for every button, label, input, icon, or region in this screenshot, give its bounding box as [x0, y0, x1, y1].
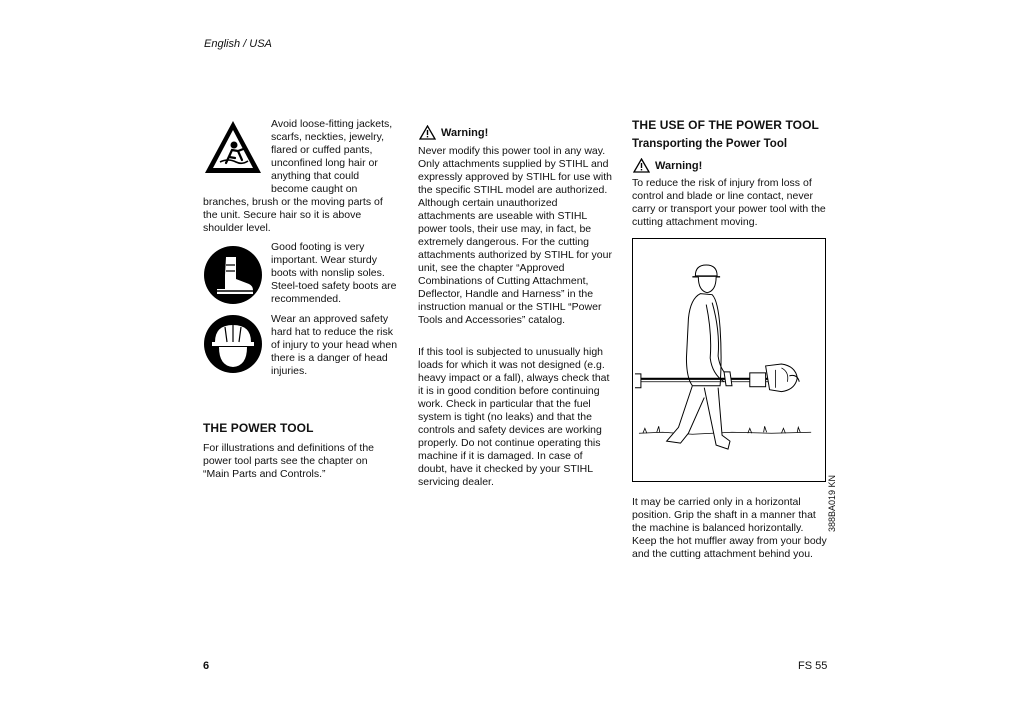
hardhat-paragraph: Wear an approved safety hard hat to reduce the risk of injury to your head when there is a danger of head injuries.	[271, 313, 398, 377]
power-tool-paragraph: For illustrations and definitions of the power tool parts see the chapter on “Main Parts and Controls.”	[203, 442, 375, 480]
model-label: FS 55	[798, 660, 828, 672]
warning-label: Warning!	[441, 126, 489, 139]
modification-warning-paragraph: Never modify this power tool in any way. Only attachments supplied by STIHL and expressly approved by STIHL for use with the specific STIHL model are authorized. Although certain unauthorized attachments are useable with STIHL power tools, their use may, in fact, be extremely dangerous. For the cutting attachments authorized by STIHL for your unit, see the chapter “Approved Combinations of Cutting Attachment, Deflector, Handle and Harness” in the instruction manual or the STIHL “Power Tools and Accessories” catalog.	[418, 145, 612, 326]
carrying-paragraph: It may be carried only in a horizontal position. Grip the shaft in a manner that the machine is balanced horizontally. Keep the hot muffler away from your body and the cutting attachment behind you.	[632, 496, 827, 560]
clothing-paragraph-indented: Avoid loose-fitting jackets, scarfs, neckties, jewelry, flared or cuffed pants, unconfined long hair or anything that could become caught on	[271, 118, 393, 195]
language-label: English / USA	[204, 38, 272, 50]
unusual-loads-paragraph: If this tool is subjected to unusually high loads for which it was not designed (e.g. heavy impact or a fall), always check that it is in good condition before continuing work. Check in particular that the fuel system is tight (no leaks) and that the controls and safety devices are working properly. Do not continue operating this machine if it is damaged. In case of doubt, have it checked by your STIHL servicing dealer.	[418, 346, 610, 488]
page-number: 6	[203, 660, 210, 672]
figure-code: 388BA019 KN	[827, 475, 837, 533]
worker-carrying-trimmer-illustration	[633, 239, 825, 481]
warning-label: Warning!	[655, 159, 703, 172]
transport-warning-paragraph: To reduce the risk of injury from loss of control and blade or line contact, never carry or transport your power tool with the cutting attachment moving.	[632, 177, 826, 228]
warning-triangle-icon	[419, 125, 436, 140]
footing-paragraph: Good footing is very important. Wear sturdy boots with nonslip soles. Steel-toed safety boots are recommended.	[271, 241, 397, 305]
safety-boot-icon	[203, 245, 263, 305]
transport-warning-callout	[633, 158, 702, 173]
hard-hat-icon	[203, 314, 263, 374]
warning-callout	[419, 125, 488, 140]
use-of-power-tool-heading: THE USE OF THE POWER TOOL	[632, 118, 819, 132]
warning-triangle-icon	[633, 158, 650, 173]
entanglement-warning-icon	[202, 118, 264, 176]
power-tool-heading: THE POWER TOOL	[203, 421, 314, 435]
transporting-subheading: Transporting the Power Tool	[632, 138, 788, 150]
clothing-paragraph-continued: branches, brush or the moving parts of the unit. Secure hair so it is above shoulder level.	[203, 196, 383, 234]
